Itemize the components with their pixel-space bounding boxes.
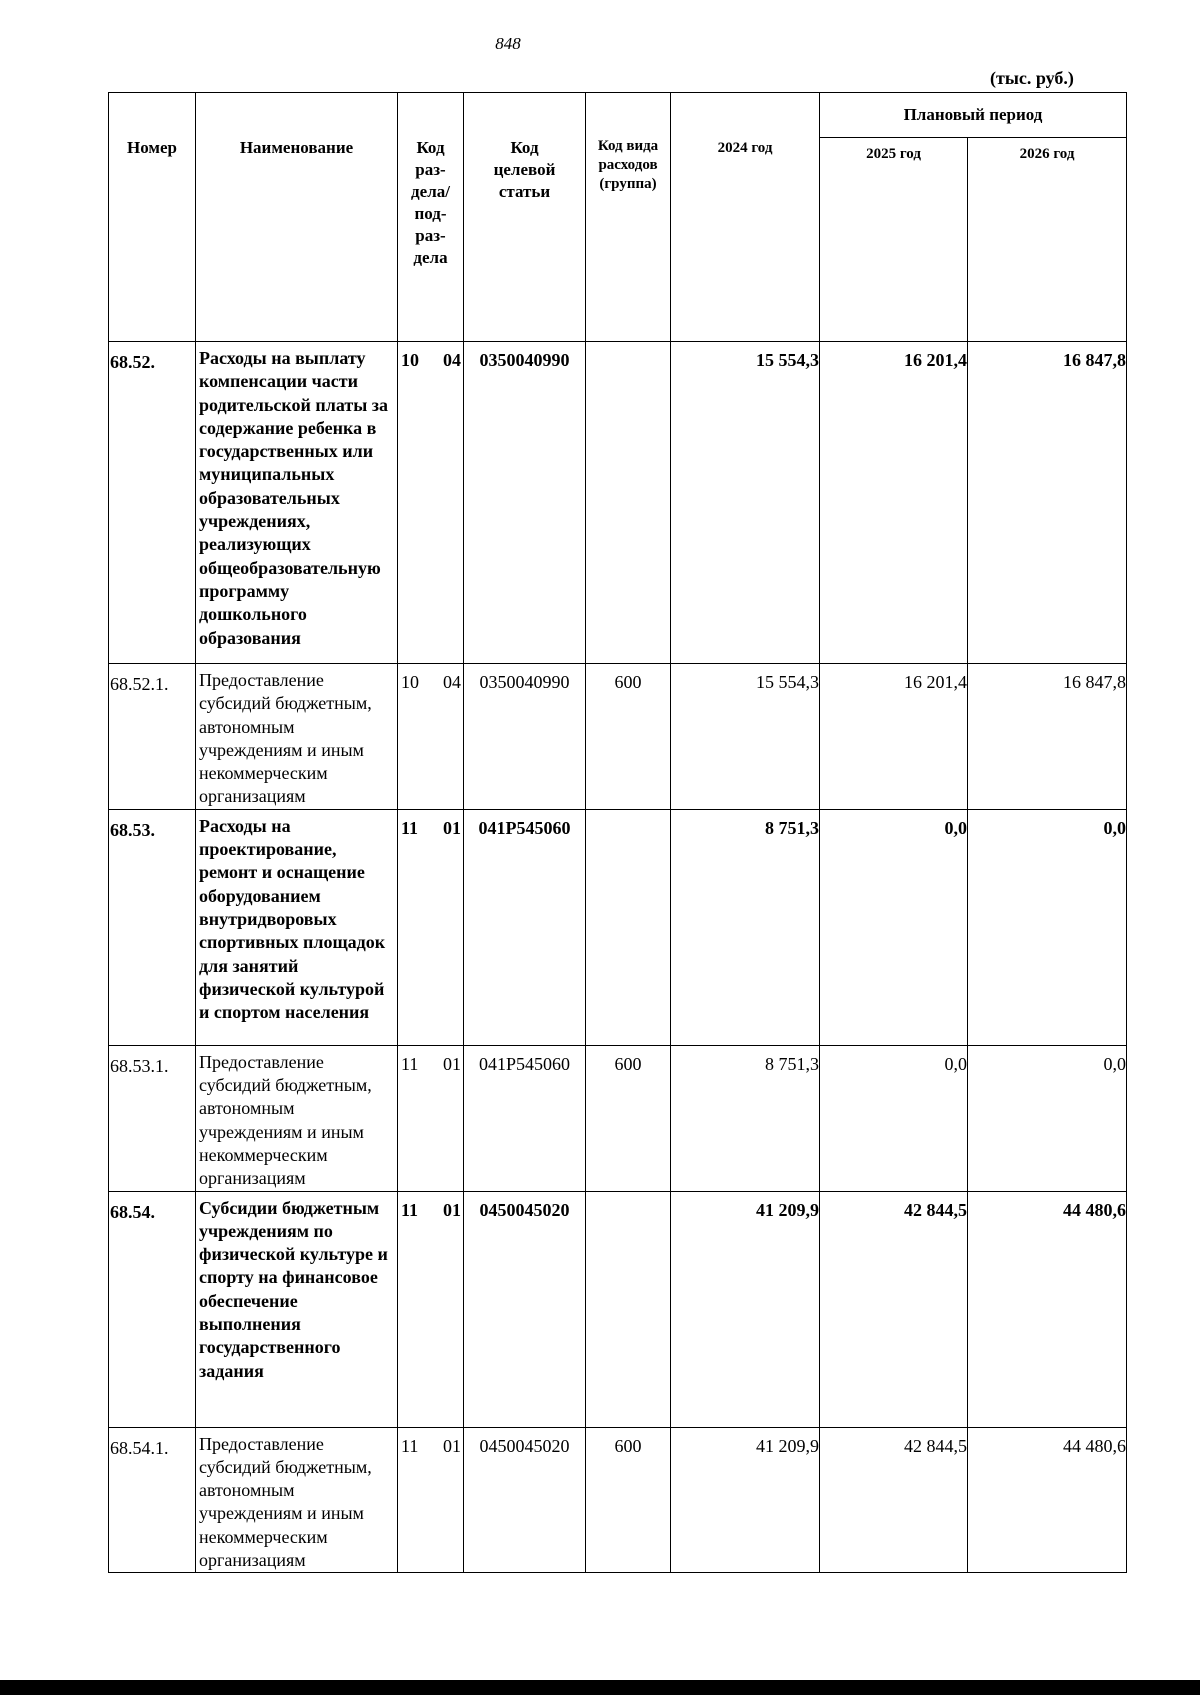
- row-pr: 01: [443, 1199, 461, 1220]
- row-2024: 15 554,3: [671, 342, 820, 664]
- row-rz: 11: [401, 1053, 419, 1074]
- row-number: 68.52.: [109, 342, 196, 664]
- row-2026: 0,0: [968, 1045, 1127, 1191]
- row-number: 68.53.1.: [109, 1045, 196, 1191]
- table-row: [109, 1427, 1127, 1573]
- row-kvr: 600: [586, 1045, 671, 1191]
- row-2024: 15 554,3: [671, 664, 820, 810]
- row-2026: 16 847,8: [968, 342, 1127, 664]
- row-rz: 11: [401, 817, 419, 838]
- row-razdel: [398, 1191, 464, 1427]
- row-2025: 0,0: [820, 1045, 968, 1191]
- table-row: [109, 664, 1127, 810]
- row-csr: 041P545060: [464, 1045, 586, 1191]
- units-label: (тыс. руб.): [990, 68, 1074, 88]
- row-pr: 04: [443, 350, 461, 370]
- row-2025: 42 844,5: [820, 1427, 968, 1573]
- row-rz: 10: [401, 672, 419, 692]
- row-razdel: [398, 1045, 464, 1191]
- row-number: 68.54.: [109, 1191, 196, 1427]
- row-rz: 11: [401, 1435, 419, 1456]
- row-razdel: [398, 342, 464, 664]
- row-pr: 01: [443, 1435, 461, 1456]
- header-csr: Код целевой статьи: [464, 93, 586, 342]
- header-2025: 2025 год: [820, 138, 968, 342]
- scan-bottom-edge: [0, 1680, 1200, 1695]
- table-row: [109, 1191, 1127, 1427]
- table-row: [109, 1045, 1127, 1191]
- row-razdel: [398, 1427, 464, 1573]
- row-2025: 16 201,4: [820, 342, 968, 664]
- row-rz: 10: [401, 350, 419, 370]
- row-kvr: [586, 342, 671, 664]
- row-pr: 04: [443, 672, 461, 692]
- row-2025: 0,0: [820, 809, 968, 1045]
- row-csr: 0450045020: [464, 1427, 586, 1573]
- row-razdel: [398, 664, 464, 810]
- header-plan: Плановый период: [820, 93, 1127, 138]
- table-row: [109, 342, 1127, 664]
- header-row: [109, 93, 1127, 138]
- row-name: Расходы на проектирование, ремонт и оснащение оборудованием внутридворовых спортивных площадок для занятий физической культурой и спортом населения: [196, 809, 398, 1045]
- row-name: Расходы на выплату компенсации части родительской платы за содержание ребенка в государственных или муниципальных образовательных учреждениях, реализующих общеобразовательную программу дошкольного образования: [196, 342, 398, 664]
- row-kvr: [586, 809, 671, 1045]
- row-2024: 8 751,3: [671, 1045, 820, 1191]
- row-kvr: [586, 1191, 671, 1427]
- row-2024: 41 209,9: [671, 1191, 820, 1427]
- budget-table: [108, 92, 1127, 1573]
- header-name: Наименование: [196, 93, 398, 342]
- header-2026: 2026 год: [968, 138, 1127, 342]
- page-number: 848: [495, 34, 521, 53]
- row-rz: 11: [401, 1199, 419, 1220]
- row-kvr: 600: [586, 1427, 671, 1573]
- row-2025: 42 844,5: [820, 1191, 968, 1427]
- row-kvr: 600: [586, 664, 671, 810]
- row-name: Субсидии бюджетным учреждениям по физической культуре и спорту на финансовое обеспечение выполнения государственного задания: [196, 1191, 398, 1427]
- table-row: [109, 809, 1127, 1045]
- row-number: 68.52.1.: [109, 664, 196, 810]
- row-name: Предоставление субсидий бюджетным, автономным учреждениям и иным некоммерческим организациям: [196, 1045, 398, 1191]
- row-number: 68.53.: [109, 809, 196, 1045]
- row-name: Предоставление субсидий бюджетным, автономным учреждениям и иным некоммерческим организациям: [196, 1427, 398, 1573]
- header-kvr: Код вида расходов (группа): [586, 93, 671, 342]
- row-name: Предоставление субсидий бюджетным, автономным учреждениям и иным некоммерческим организациям: [196, 664, 398, 810]
- row-csr: 0350040990: [464, 342, 586, 664]
- row-csr: 0450045020: [464, 1191, 586, 1427]
- row-pr: 01: [443, 1053, 461, 1074]
- row-csr: 0350040990: [464, 664, 586, 810]
- row-pr: 01: [443, 817, 461, 838]
- row-2026: 0,0: [968, 809, 1127, 1045]
- row-csr: 041P545060: [464, 809, 586, 1045]
- row-2024: 41 209,9: [671, 1427, 820, 1573]
- header-razdel: Код раз- дела/ под- раз- дела: [398, 93, 464, 342]
- header-2024: 2024 год: [671, 93, 820, 342]
- row-2024: 8 751,3: [671, 809, 820, 1045]
- row-2025: 16 201,4: [820, 664, 968, 810]
- row-razdel: [398, 809, 464, 1045]
- row-2026: 44 480,6: [968, 1427, 1127, 1573]
- header-number: Номер: [109, 93, 196, 342]
- row-2026: 44 480,6: [968, 1191, 1127, 1427]
- row-2026: 16 847,8: [968, 664, 1127, 810]
- row-number: 68.54.1.: [109, 1427, 196, 1573]
